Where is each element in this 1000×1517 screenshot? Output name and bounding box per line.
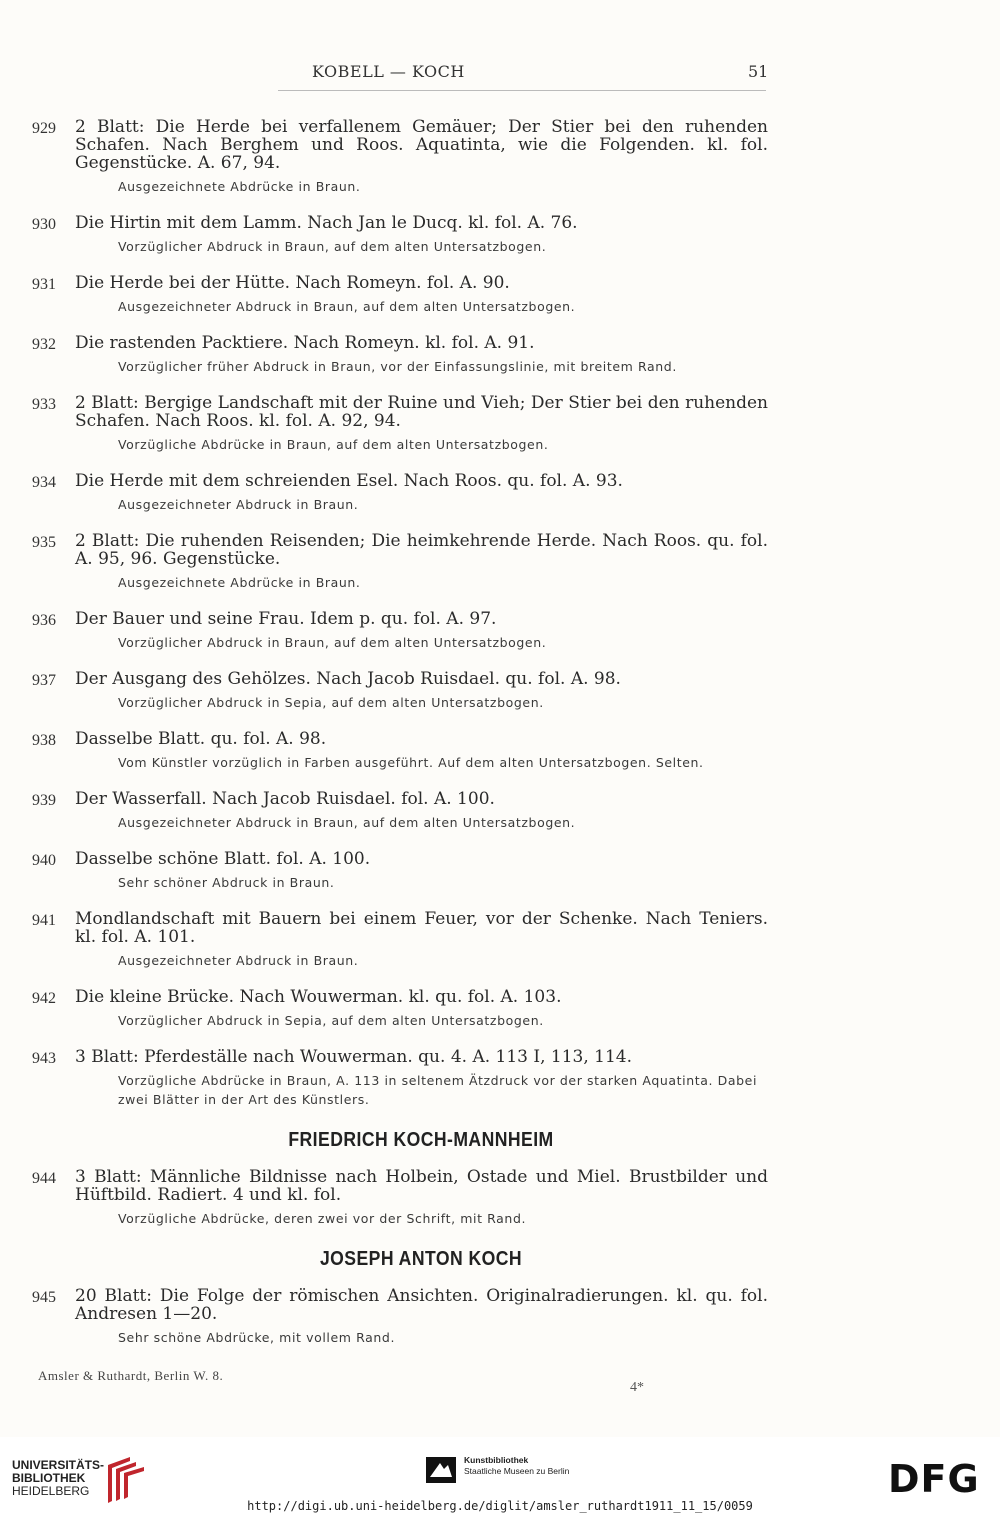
entry-title: Die Herde mit dem schreienden Esel. Nach Roos. qu. fol. A. 93. bbox=[75, 471, 623, 491]
page-number: 51 bbox=[748, 62, 769, 81]
entry-condition-note: Ausgezeichneter Abdruck in Braun, auf dem alten Untersatzbogen. bbox=[118, 299, 576, 314]
catalogue-entry bbox=[0, 118, 1000, 196]
entry-title: 20 Blatt: Die Folge der römischen Ansichten. Originalradierungen. kl. qu. fol. Andresen 1—20. bbox=[75, 1286, 768, 1324]
catalogue-entry bbox=[0, 532, 1000, 592]
sheet-signature: 4* bbox=[630, 1380, 644, 1395]
entry-number: 934 bbox=[32, 474, 56, 491]
entry-list-friedrich-koch bbox=[0, 1168, 1000, 1228]
entry-number: 935 bbox=[32, 534, 56, 551]
entry-title: 3 Blatt: Pferdeställe nach Wouwerman. qu. 4. A. 113 I, 113, 114. bbox=[75, 1047, 633, 1067]
catalogue-entry bbox=[0, 1287, 1000, 1347]
entry-number: 939 bbox=[32, 792, 56, 809]
catalogue-entry bbox=[0, 610, 1000, 652]
entry-title: Dasselbe Blatt. qu. fol. A. 98. bbox=[75, 729, 327, 749]
entry-title: Die Hirtin mit dem Lamm. Nach Jan le Ducq. kl. fol. A. 76. bbox=[75, 213, 578, 233]
kunstbibliothek-line2: Staatliche Museen zu Berlin bbox=[464, 1466, 570, 1476]
catalogue-entry bbox=[0, 334, 1000, 376]
entry-number: 933 bbox=[32, 396, 56, 413]
catalogue-entry bbox=[0, 1168, 1000, 1228]
heidelberg-library-logo[interactable] bbox=[12, 1455, 152, 1505]
catalogue-entry bbox=[0, 850, 1000, 892]
entry-condition-note: Vorzügliche Abdrücke, deren zwei vor der Schrift, mit Rand. bbox=[118, 1211, 527, 1226]
entry-number: 943 bbox=[32, 1050, 56, 1067]
entry-condition-note: Vorzüglicher früher Abdruck in Braun, vor der Einfassungslinie, mit breitem Rand. bbox=[118, 359, 677, 374]
section-heading-friedrich-koch: FRIEDRICH KOCH-MANNHEIM bbox=[288, 1129, 554, 1151]
entry-condition-note: Vorzüglicher Abdruck in Sepia, auf dem alten Untersatzbogen. bbox=[118, 1013, 544, 1028]
catalogue-entry bbox=[0, 214, 1000, 256]
library-name-line2: BIBLIOTHEK bbox=[12, 1471, 86, 1485]
catalogue-entry bbox=[0, 274, 1000, 316]
entry-condition-note: Ausgezeichnete Abdrücke in Braun. bbox=[118, 179, 361, 194]
kunstbibliothek-line1: Kunstbibliothek bbox=[464, 1455, 529, 1465]
entry-title: Mondlandschaft mit Bauern bei einem Feuer, vor der Schenke. Nach Teniers. kl. fol. A. 101. bbox=[75, 909, 768, 947]
digitization-footer bbox=[0, 1437, 1000, 1517]
entry-title: 2 Blatt: Die Herde bei verfallenem Gemäuer; Der Stier bei den ruhenden Schafen. Nach Berghem und Roos. Aquatinta, wie die Folgenden. kl. fol. Gegenstücke. A. 67, 94. bbox=[75, 117, 768, 173]
entry-condition-note: Vorzügliche Abdrücke in Braun, A. 113 in seltenem Ätzdruck vor der starken Aquatinta. Dabei zwei Blätter in der Art des Künstlers. bbox=[118, 1073, 758, 1107]
catalogue-entry bbox=[0, 394, 1000, 454]
entry-list-kobell bbox=[0, 118, 1000, 1109]
entry-condition-note: Vorzüglicher Abdruck in Braun, auf dem alten Untersatzbogen. bbox=[118, 635, 547, 650]
entry-number: 942 bbox=[32, 990, 56, 1007]
kunstbibliothek-emblem-icon bbox=[426, 1457, 456, 1483]
entry-condition-note: Vom Künstler vorzüglich in Farben ausgeführt. Auf dem alten Untersatzbogen. Selten. bbox=[118, 755, 704, 770]
entry-condition-note: Ausgezeichneter Abdruck in Braun, auf dem alten Untersatzbogen. bbox=[118, 815, 576, 830]
entry-number: 932 bbox=[32, 336, 56, 353]
entry-condition-note: Vorzügliche Abdrücke in Braun, auf dem alten Untersatzbogen. bbox=[118, 437, 549, 452]
entry-title: Die rastenden Packtiere. Nach Romeyn. kl. fol. A. 91. bbox=[75, 333, 535, 353]
entry-title: Dasselbe schöne Blatt. fol. A. 100. bbox=[75, 849, 371, 869]
kunstbibliothek-name bbox=[464, 1455, 569, 1477]
catalogue-entry bbox=[0, 790, 1000, 832]
running-head bbox=[0, 62, 1000, 84]
entry-condition-note: Vorzüglicher Abdruck in Sepia, auf dem alten Untersatzbogen. bbox=[118, 695, 544, 710]
entry-title: 2 Blatt: Bergige Landschaft mit der Ruine und Vieh; Der Stier bei den ruhenden Schafen. Nach Roos. kl. fol. A. 92, 94. bbox=[75, 393, 768, 431]
entry-number: 930 bbox=[32, 216, 56, 233]
kunstbibliothek-logo[interactable] bbox=[426, 1455, 626, 1485]
entry-title: Die Herde bei der Hütte. Nach Romeyn. fol. A. 90. bbox=[75, 273, 510, 293]
catalogue-entry bbox=[0, 670, 1000, 712]
entry-title: Der Ausgang des Gehölzes. Nach Jacob Ruisdael. qu. fol. A. 98. bbox=[75, 669, 621, 689]
entry-number: 945 bbox=[32, 1289, 56, 1306]
catalogue-entry bbox=[0, 472, 1000, 514]
entry-condition-note: Ausgezeichneter Abdruck in Braun. bbox=[118, 497, 359, 512]
dfg-logo[interactable]: DFG bbox=[888, 1457, 980, 1501]
running-title: KOBELL — KOCH bbox=[312, 62, 465, 81]
entry-condition-note: Sehr schöner Abdruck in Braun. bbox=[118, 875, 335, 890]
entry-list-joseph-anton-koch bbox=[0, 1287, 1000, 1347]
catalogue-entries bbox=[0, 118, 1000, 1365]
entry-condition-note: Ausgezeichneter Abdruck in Braun. bbox=[118, 953, 359, 968]
entry-title: Der Wasserfall. Nach Jacob Ruisdael. fol. A. 100. bbox=[75, 789, 495, 809]
entry-condition-note: Vorzüglicher Abdruck in Braun, auf dem alten Untersatzbogen. bbox=[118, 239, 547, 254]
entry-number: 929 bbox=[32, 120, 56, 137]
library-name-line3: HEIDELBERG bbox=[12, 1484, 90, 1498]
catalogue-entry bbox=[0, 730, 1000, 772]
entry-title: 2 Blatt: Die ruhenden Reisenden; Die heimkehrende Herde. Nach Roos. qu. fol. A. 95, 96. Gegenstücke. bbox=[75, 531, 768, 569]
entry-title: Der Bauer und seine Frau. Idem p. qu. fol. A. 97. bbox=[75, 609, 497, 629]
library-name bbox=[12, 1459, 104, 1498]
section-heading-joseph-anton-koch: JOSEPH ANTON KOCH bbox=[319, 1248, 523, 1270]
library-emblem-icon bbox=[100, 1455, 150, 1505]
printer-imprint: Amsler & Ruthardt, Berlin W. 8. bbox=[38, 1368, 224, 1383]
entry-condition-note: Sehr schöne Abdrücke, mit vollem Rand. bbox=[118, 1330, 396, 1345]
entry-title: Die kleine Brücke. Nach Wouwerman. kl. qu. fol. A. 103. bbox=[75, 987, 562, 1007]
entry-number: 940 bbox=[32, 852, 56, 869]
header-divider bbox=[278, 90, 766, 91]
entry-number: 931 bbox=[32, 276, 56, 293]
entry-number: 937 bbox=[32, 672, 56, 689]
library-name-line1: UNIVERSITÄTS- bbox=[12, 1458, 105, 1472]
entry-number: 936 bbox=[32, 612, 56, 629]
catalogue-entry bbox=[0, 1048, 1000, 1109]
catalogue-entry bbox=[0, 910, 1000, 970]
entry-number: 941 bbox=[32, 912, 56, 929]
entry-title: 3 Blatt: Männliche Bildnisse nach Holbein, Ostade und Miel. Brustbilder und Hüftbild. Radiert. 4 und kl. fol. bbox=[75, 1167, 768, 1205]
catalogue-entry bbox=[0, 988, 1000, 1030]
entry-condition-note: Ausgezeichnete Abdrücke in Braun. bbox=[118, 575, 361, 590]
entry-number: 938 bbox=[32, 732, 56, 749]
permalink-url[interactable]: http://digi.ub.uni-heidelberg.de/diglit/amsler_ruthardt1911_11_15/0059 bbox=[247, 1499, 753, 1513]
entry-number: 944 bbox=[32, 1170, 56, 1187]
